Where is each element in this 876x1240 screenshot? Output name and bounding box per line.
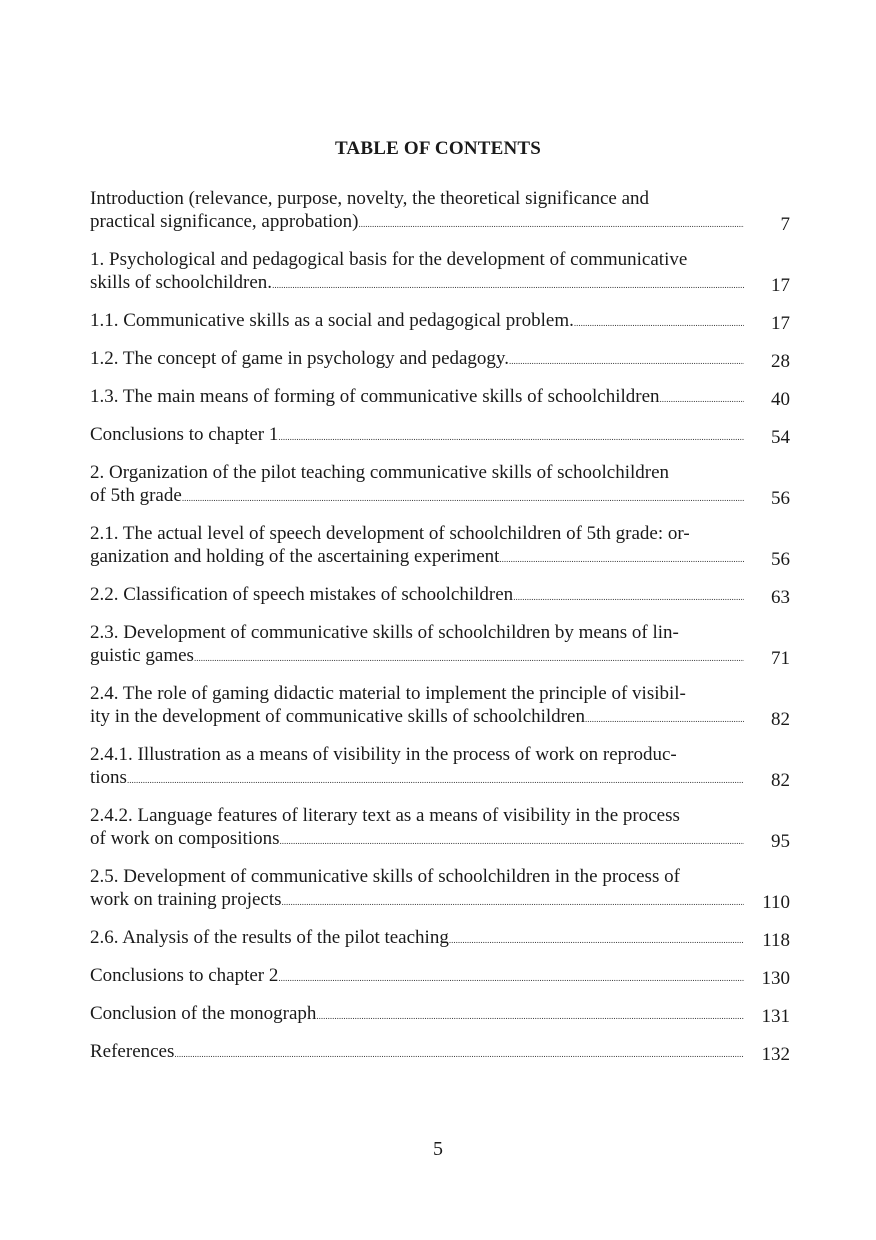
toc-entry-chapter-2[interactable] [90,461,790,510]
toc-entry-text-line: 2.4. The role of gaming didactic material to implement the principle of visibil- [90,683,686,704]
toc-page-number: 63 [771,587,790,608]
toc-entry-text-line: Conclusion of the monograph ..... [90,1002,736,1028]
toc-entry-text-line: Introduction (relevance, purpose, novelty, the theoretical significance and [90,188,650,209]
toc-entry-text-line: ity in the development of communicative skills of schoolchildren ..... [90,705,736,731]
toc-entry-introduction[interactable] [90,187,790,236]
toc-entry-text-line: 2.1. The actual level of speech development of schoolchildren of 5th grade: or- [90,523,690,544]
toc-entry-text-line: 1.3. The main means of forming of communicative skills of schoolchildren ..... [90,385,736,411]
toc-entry-text-line: 2.5. Development of communicative skills of schoolchildren in the process of [90,866,680,887]
toc-entry-text-line: of 5th grade ..... [90,484,736,510]
toc-entry-text-line: tions ..... [90,766,736,792]
toc-entry-chapter-1[interactable] [90,248,790,297]
toc-entry-references[interactable] [90,1040,790,1066]
toc-entry-text-line: 2.4.2. Language features of literary text as a means of visibility in the process [90,805,680,826]
toc-entry-text-line: ganization and holding of the ascertaining experiment ..... [90,545,736,571]
toc-page-number: 17 [771,313,790,334]
toc-page-number: 71 [771,648,790,669]
toc-entry-conclusions-2[interactable] [90,964,790,990]
toc-entry-conclusion-monograph[interactable] [90,1002,790,1028]
toc-list [90,187,790,1078]
toc-page-number: 28 [771,351,790,372]
toc-page-number: 82 [771,770,790,791]
toc-entry-text-line: 1.1. Communicative skills as a social and pedagogical problem. ..... [90,309,736,335]
toc-entry-section-1-3[interactable] [90,385,790,411]
toc-entry-text-line: References ..... [90,1040,736,1066]
toc-entry-section-2-4[interactable] [90,682,790,731]
toc-page-number: 118 [762,930,790,951]
toc-page-number: 95 [771,831,790,852]
toc-entry-section-2-5[interactable] [90,865,790,914]
toc-entry-text-line: 1. Psychological and pedagogical basis for the development of communicative [90,249,688,270]
toc-page-number: 56 [771,488,790,509]
toc-entry-text-line: skills of schoolchildren. ..... [90,271,736,297]
toc-entry-text-line: 2.4.1. Illustration as a means of visibility in the process of work on reproduc- [90,744,677,765]
toc-page-number: 131 [761,1006,790,1027]
toc-title: TABLE OF CONTENTS [334,138,542,159]
toc-page-number: 82 [771,709,790,730]
toc-entry-section-1-2[interactable] [90,347,790,373]
toc-entry-text-line: Conclusions to chapter 2 ..... [90,964,736,990]
toc-entry-text-line: Conclusions to chapter 1 ..... [90,423,736,449]
toc-page-number: 7 [780,214,790,235]
toc-entry-section-2-1[interactable] [90,522,790,571]
toc-page-number: 132 [761,1044,790,1065]
toc-page-number: 130 [761,968,790,989]
toc-entry-section-2-4-2[interactable] [90,804,790,853]
toc-entry-section-2-6[interactable] [90,926,790,952]
toc-entry-text-line: of work on compositions ..... [90,827,736,853]
toc-entry-text-line: practical significance, approbation) ..... [90,210,736,236]
page-number: 5 [433,1138,443,1160]
toc-entry-text-line: 2. Organization of the pilot teaching communicative skills of schoolchildren [90,462,670,483]
toc-entry-section-2-2[interactable] [90,583,790,609]
toc-entry-text-line: 2.2. Classification of speech mistakes of schoolchildren ..... [90,583,736,609]
toc-page-number: 17 [771,275,790,296]
toc-page-number: 56 [771,549,790,570]
toc-entry-text-line: guistic games ..... [90,644,736,670]
toc-entry-text-line: 2.6. Analysis of the results of the pilot teaching ..... [90,926,736,952]
toc-page-number: 110 [762,892,790,913]
toc-entry-text-line: 1.2. The concept of game in psychology and pedagogy. ..... [90,347,736,373]
toc-entry-section-2-3[interactable] [90,621,790,670]
toc-entry-section-1-1[interactable] [90,309,790,335]
toc-entry-section-2-4-1[interactable] [90,743,790,792]
toc-page-number: 54 [771,427,790,448]
toc-entry-text-line: 2.3. Development of communicative skills of schoolchildren by means of lin- [90,622,679,643]
toc-entry-text-line: work on training projects ..... [90,888,736,914]
toc-entry-conclusions-1[interactable] [90,423,790,449]
toc-page-number: 40 [771,389,790,410]
